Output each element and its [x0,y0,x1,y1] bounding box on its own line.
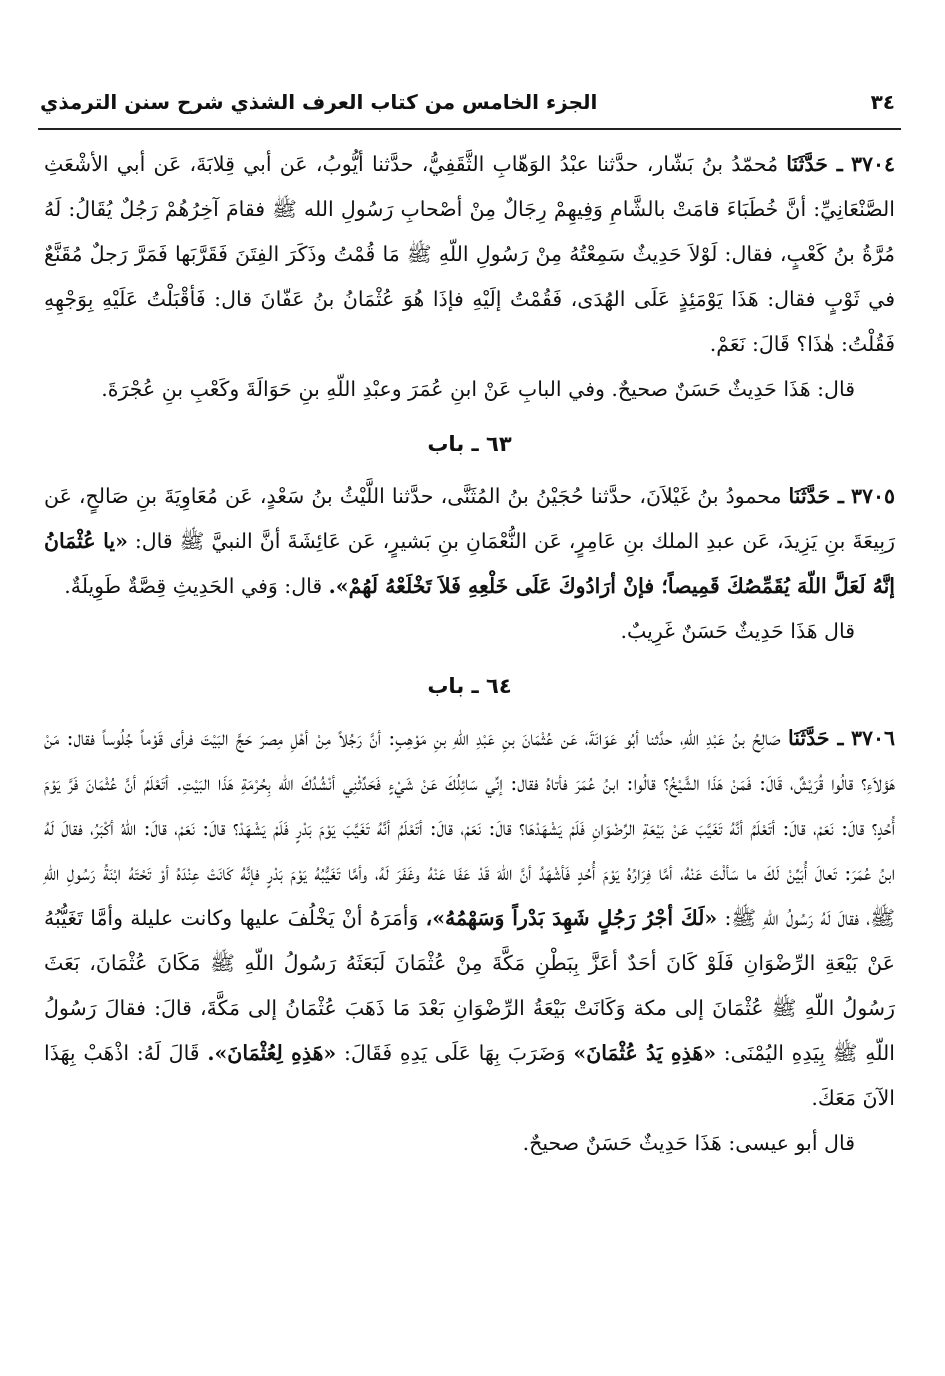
hadith-text: وَضَرَبَ بِهَا عَلَى يَدِهِ فَقَالَ: [343,1041,566,1065]
prophetic-quote: «لَكَ أجْرُ رَجُلٍ شَهِدَ بَدْراً وَسَهْمُهُ»، [425,906,718,930]
hadith-text: صَالِحُ بنُ عَبْدِ اللّهِ، حدَّثنا أبُو عَوَانَةَ، عَن عُثْمَانَ بنِ عَبْدِ اللّهِ بنِ مَوْهِبٍ: أنَّ رَجُلاً مِنْ أهْلِ مِصرَ حَجَّ البَيْتَ فرأى قَوْماً جُلُوساً فقال: مَنْ هَؤلاَءِ؟ قالُوا قُرَيْشٌ، قَالَ: فَمَنْ هَذَا الشَّيْخُ؟ قالُوا: ابنُ عُمَرَ فأتاهُ فقال: إنِّي سَائِلُكَ عَنْ شَيْءٍ فَحَدِّثْنِي أنْشُدُكَ الله بِحُرْمَةِ هَذَا البَيْتِ. أتَعْلَمُ أنَّ عُثْمَانَ فَرَّ يَوْمَ أُحُدٍ؟ قالَ: نَعَمْ، قالَ: أتَعْلَمُ أنَّهُ تَغَيَّبَ عَنْ بَيْعَةِ الرِّضْوَانِ فَلَمْ يَشْهَدْهَا؟ قالَ: نَعَمْ، قالَ: أتَعْلَمُ أنَّهُ تَغَيَّبَ يَوْمَ بَدْرٍ فَلَمْ يَشْهَدْ؟ قالَ: نَعَمْ، قالَ: اللّهُ أكْبَرُ، فقالَ لَهُ ابنُ عُمَرَ: تَعالَ أُبَيِّنْ لَكَ ما سَألْتَ عَنْهُ، أمَّا فِرَارُهُ يَوْمَ أُحُدٍ فَأشْهَدُ أنَّ اللّهَ قَدْ عَفَا عَنْهُ وغَفَرَ لَهُ، وأمَّا تَغَيُّبُهُ يَوْمَ بَدْرٍ فإنَّهُ كَانَتْ عِنْدَهُ أوْ تَحْتَهُ ابْنَةُ رَسُولِ اللّهِ ﷺ، فقالَ لَهُ رَسُولُ اللّهِ ﷺ: [44,726,895,930]
hadith-3706: ٣٧٠٦ ـ حَدَّثَنَا صَالِحُ بنُ عَبْدِ اللّهِ، حدَّثنا أبُو عَوَانَةَ، عَن عُثْمَانَ بنِ عَبْدِ اللّهِ بنِ مَوْهِبٍ: أنَّ رَجُلاً مِنْ أهْلِ مِصرَ حَجَّ البَيْتَ فرأى قَوْماً جُلُوساً فقال: مَنْ هَؤلاَءِ؟ قالُوا قُرَيْشٌ، قَالَ: فَمَنْ هَذَا الشَّيْخُ؟ قالُوا: ابنُ عُمَرَ فأتاهُ فقال: إنِّي سَائِلُكَ عَنْ شَيْءٍ فَحَدِّثْنِي أنْشُدُكَ الله بِحُرْمَةِ هَذَا البَيْتِ. أتَعْلَمُ أنَّ عُثْمَانَ فَرَّ يَوْمَ أُحُدٍ؟ قالَ: نَعَمْ، قالَ: أتَعْلَمُ أنَّهُ تَغَيَّبَ عَنْ بَيْعَةِ الرِّضْوَانِ فَلَمْ يَشْهَدْهَا؟ قالَ: نَعَمْ، قالَ: أتَعْلَمُ أنَّهُ تَغَيَّبَ يَوْمَ بَدْرٍ فَلَمْ يَشْهَدْ؟ قالَ: نَعَمْ، قالَ: اللّهُ أكْبَرُ، فقالَ لَهُ ابنُ عُمَرَ: تَعالَ أُبَيِّنْ لَكَ ما سَألْتَ عَنْهُ، أمَّا فِرَارُهُ يَوْمَ أُحُدٍ فَأشْهَدُ أنَّ اللّهَ قَدْ عَفَا عَنْهُ وغَفَرَ لَهُ، وأمَّا تَغَيُّبُهُ يَوْمَ بَدْرٍ فإنَّهُ كَانَتْ عِنْدَهُ أوْ تَحْتَهُ ابْنَةُ رَسُولِ اللّهِ ﷺ، فقالَ لَهُ رَسُولُ اللّهِ ﷺ: «لَكَ أجْرُ رَجُلٍ شَهِدَ بَدْراً وَسَهْمُهُ»، وَأمَرَهُ أنْ يَخْلُفَ عليها وكانت عليلة وأمَّا تَغَيُّبُهُ عَنْ بَيْعَةِ الرِّضْوَانِ فَلَوْ كَانَ أحَدٌ أعَزَّ بِبَطْنِ مَكَّةَ مِنْ عُثْمَانَ لَبَعَثَهُ رَسُولُ اللّهِ ﷺ مَكَانَ عُثْمَانَ، بَعَثَ رَسُولُ اللّهِ ﷺ عُثْمَانَ إلى مكة وَكَانَتْ بَيْعَةُ الرِّضْوَانِ بَعْدَ مَا ذَهَبَ عُثْمَانُ إلى مَكَّةَ، قالَ: فقالَ رَسُولُ اللّهِ ﷺ بِيَدِهِ اليُمْنَى: «هَذِهِ يَدُ عُثْمَانَ» وَضَرَبَ بِهَا عَلَى يَدِهِ فَقَالَ: «هَذِهِ لِعُثْمَانَ». قَالَ لَهُ: اذْهَبْ بِهَذَا الآنَ مَعَكَ. [44,726,895,1110]
running-title: الجزء الخامس من كتاب العرف الشذي شرح سنن الترمذي [40,90,598,114]
hadith-lead: حَدَّثَنَا [788,484,831,508]
page-number: ٣٤ [870,90,895,114]
hadith-verdict: قال: هَذَا حَدِيثٌ حَسَنٌ صحيحٌ. وفي البابِ عَنْ ابنِ عُمَرَ وعبْدِ اللّهِ بنِ حَوَالَةَ وكَعْبِ بنِ عُجْرَةَ. [101,377,855,401]
hadith-text: قَالَ لَهُ: اذْهَبْ بِهَذَا الآنَ مَعَكَ. [44,1041,895,1110]
running-header [40,82,895,122]
hadith-number: ٣٧٠٤ [850,152,895,176]
hadith-3704: ٣٧٠٤ ـ حَدَّثَنَا مُحمّدُ بنُ بَشّار، حدَّثنا عبْدُ الوَهّابِ الثَّقَفِيُّ، حدَّثنا أيُّوبُ، عَن أبي قِلابَةَ، عَن أبي الأشْعَثِ الصَّنْعَانِيِّ: أنَّ خُطَبَاءَ قامَتْ بالشَّامِ وَفِيهِمْ رِجَالٌ مِنْ أصْحابِ رَسُولِ الله ﷺ فقامَ آخِرُهُمْ رَجُلٌ يُقَالُ: لَهُ مُرَّةُ بنُ كَعْبٍ، فقال: لَوْلاَ حَدِيثٌ سَمِعْتُهُ مِنْ رَسُولِ اللّهِ ﷺ مَا قُمْتُ وذَكَرَ الفِتَنَ فَقَرَّبَها فَمَرَّ رَجلٌ مُقَنَّعٌ في ثَوْبٍ فقال: هَذَا يَوْمَئِذٍ عَلَى الهُدَى، فَقُمْتُ إلَيْهِ فإذَا هُوَ عُثْمَانُ بنُ عَفّانَ قال: فَأقْبَلْتُ عَلَيْهِ بِوَجْهِهِ فَقُلْتُ: هٰذَا؟ قَالَ: نَعَمْ. [44,152,895,356]
hadith-verdict: قال هَذَا حَدِيثٌ حَسَنٌ غَرِيبٌ. [620,619,855,643]
hadith-verdict: قال أبو عيسى: هَذَا حَدِيثٌ حَسَنٌ صحيحٌ. [522,1131,855,1155]
hadith-text: قال: وَفي الحَدِيثِ قِصَّةٌ طَوِيلَةٌ. [64,574,323,598]
page-body [44,142,895,1166]
hadith-text: وَأمَرَهُ أنْ يَخْلُفَ عليها وكانت عليلة وأمَّا تَغَيُّبُهُ عَنْ بَيْعَةِ الرِّضْوَانِ فَلَوْ كَانَ أحَدٌ أعَزَّ بِبَطْنِ مَكَّةَ مِنْ عُثْمَانَ لَبَعَثَهُ رَسُولُ اللّهِ ﷺ مَكَانَ عُثْمَانَ، بَعَثَ رَسُولُ اللّهِ ﷺ عُثْمَانَ إلى مكة وَكَانَتْ بَيْعَةُ الرِّضْوَانِ بَعْدَ مَا ذَهَبَ عُثْمَانُ إلى مَكَّةَ، قالَ: فقالَ رَسُولُ اللّهِ ﷺ بِيَدِهِ اليُمْنَى: [44,906,895,1065]
hadith-lead: حَدَّثَنَا [788,726,830,750]
hadith-text: مُحمّدُ بنُ بَشّار، حدَّثنا عبْدُ الوَهّابِ الثَّقَفِيُّ، حدَّثنا أيُّوبُ، عَن أبي قِلابَةَ، عَن أبي الأشْعَثِ الصَّنْعَانِيِّ: أنَّ خُطَبَاءَ قامَتْ بالشَّامِ وَفِيهِمْ رِجَالٌ مِنْ أصْحابِ رَسُولِ الله ﷺ فقامَ آخِرُهُمْ رَجُلٌ يُقَالُ: لَهُ مُرَّةُ بنُ كَعْبٍ، فقال: لَوْلاَ حَدِيثٌ سَمِعْتُهُ مِنْ رَسُولِ اللّهِ ﷺ مَا قُمْتُ وذَكَرَ الفِتَنَ فَقَرَّبَها فَمَرَّ رَجلٌ مُقَنَّعٌ في ثَوْبٍ فقال: هَذَا يَوْمَئِذٍ عَلَى الهُدَى، فَقُمْتُ إلَيْهِ فإذَا هُوَ عُثْمَانُ بنُ عَفّانَ قال: فَأقْبَلْتُ عَلَيْهِ بِوَجْهِهِ فَقُلْتُ: هٰذَا؟ قَالَ: نَعَمْ. [44,152,895,356]
header-rule [38,128,901,130]
prophetic-quote: «هَذِهِ لِعُثْمَانَ». [207,1041,337,1065]
hadith-number: ٣٧٠٥ [850,484,895,508]
hadith-number: ٣٧٠٦ [850,726,895,750]
prophetic-quote: «يا عُثْمَانُ إنَّهُ لَعَلَّ اللّهَ يُقَمِّصُكَ قَمِيصاً؛ فإنْ أرَادُوكَ عَلَى خَلْعِهِ فَلاَ تَخْلَعْهُ لَهُمْ». [44,529,895,598]
chapter-heading-63: ٦٣ ـ باب [427,432,512,456]
hadith-3705: ٣٧٠٥ ـ حَدَّثَنَا محمودُ بنُ غَيْلاَنَ، حدَّثنا حُجَيْنُ بنُ المُثَنَّى، حدَّثنا اللَّيْثُ بنُ سَعْدٍ، عَن مُعَاوِيَةَ بنِ صَالحٍ، عَن رَبِيعَةَ بنِ يَزِيدَ، عَن عبدِ الملك بنِ عَامِرٍ، عَن النُّعْمَانِ بنِ بَشيرٍ، عَن عَائِشَةَ أنَّ النبيَّ ﷺ قال: «يا عُثْمَانُ إنَّهُ لَعَلَّ اللّهَ يُقَمِّصُكَ قَمِيصاً؛ فإنْ أرَادُوكَ عَلَى خَلْعِهِ فَلاَ تَخْلَعْهُ لَهُمْ». قال: وَفي الحَدِيثِ قِصَّةٌ طَوِيلَةٌ. [44,484,895,598]
prophetic-quote: «هَذِهِ يَدُ عُثْمَانَ» [573,1041,717,1065]
hadith-text: محمودُ بنُ غَيْلاَنَ، حدَّثنا حُجَيْنُ بنُ المُثَنَّى، حدَّثنا اللَّيْثُ بنُ سَعْدٍ، عَن مُعَاوِيَةَ بنِ صَالحٍ، عَن رَبِيعَةَ بنِ يَزِيدَ، عَن عبدِ الملك بنِ عَامِرٍ، عَن النُّعْمَانِ بنِ بَشيرٍ، عَن عَائِشَةَ أنَّ النبيَّ ﷺ قال: [44,484,895,553]
hadith-lead: حَدَّثَنَا [786,152,828,176]
chapter-heading-64: ٦٤ ـ باب [427,674,512,698]
